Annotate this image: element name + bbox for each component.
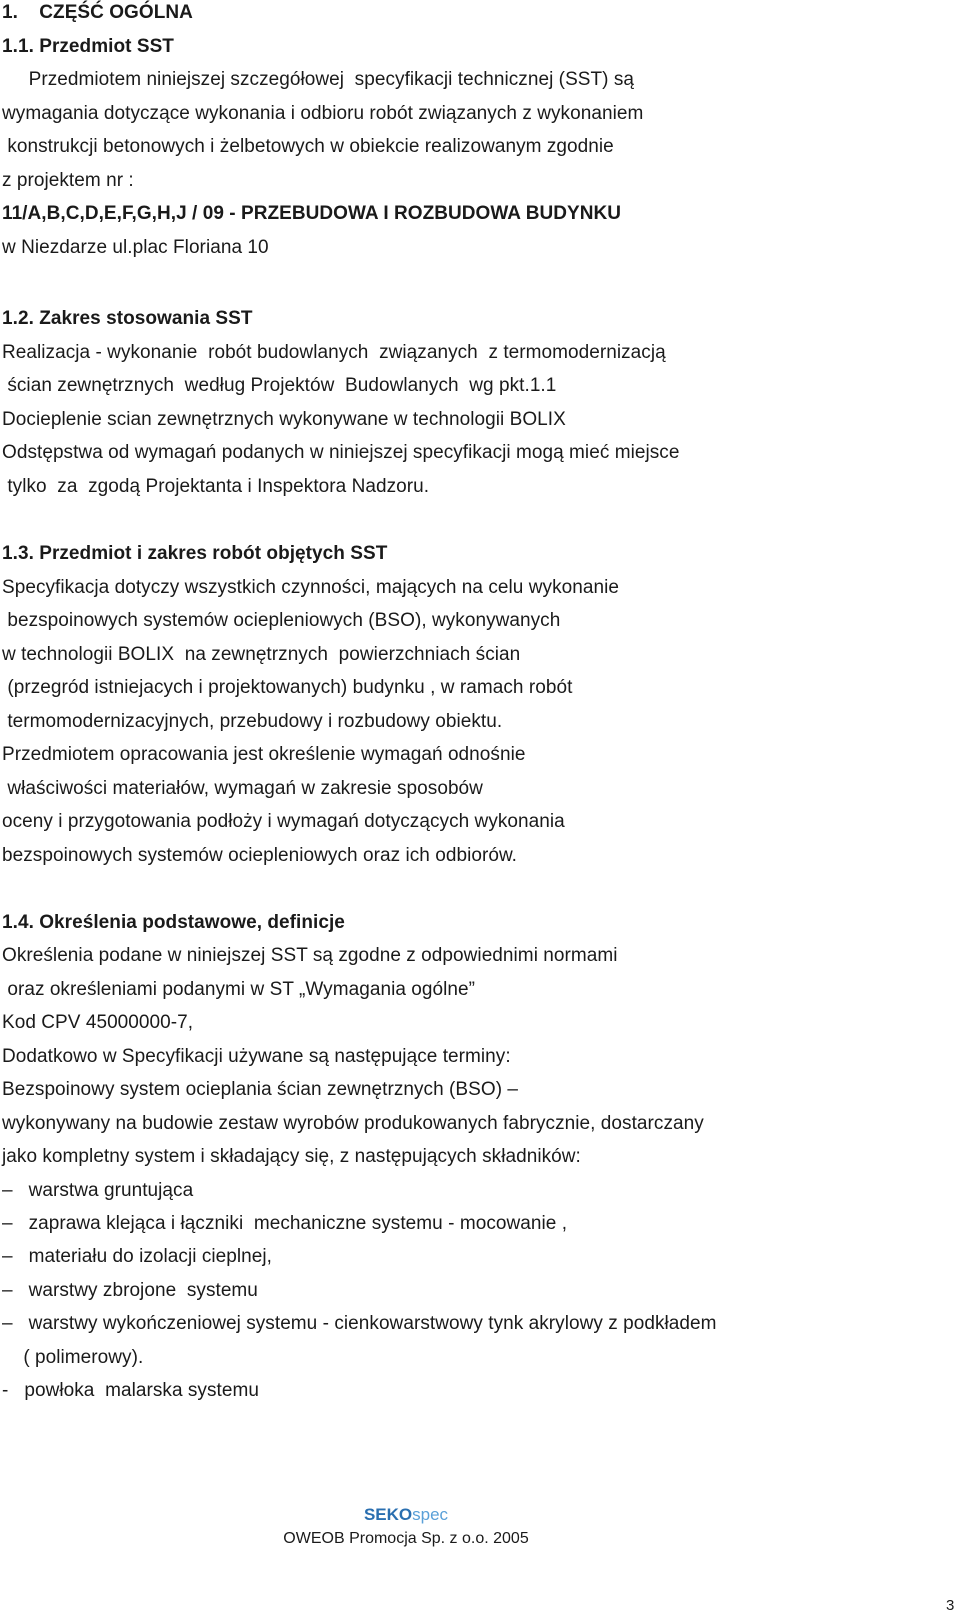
list-item: – warstwy zbrojone systemu — [2, 1280, 258, 1301]
text-line: bezspoinowych systemów ociepleniowych (BSO), wykonywanych — [2, 610, 561, 631]
text-line: w technologii BOLIX na zewnętrznych powierzchniach ścian — [2, 644, 521, 665]
section-heading-1-4: 1.4. Określenia podstawowe, definicje — [2, 912, 345, 933]
list-item: – warstwa gruntująca — [2, 1180, 194, 1201]
text-line: wykonywany na budowie zestaw wyrobów produkowanych fabrycznie, dostarczany — [2, 1113, 704, 1134]
section-heading-1: 1. CZĘŚĆ OGÓLNA — [2, 2, 193, 23]
text-line: Określenia podane w niniejszej SST są zgodne z odpowiednimi normami — [2, 945, 618, 966]
text-line: (przegród istniejacych i projektowanych) budynku , w ramach robót — [2, 677, 573, 698]
text-line: oraz określeniami podanymi w ST „Wymagania ogólne” — [2, 979, 476, 1000]
text-line: Docieplenie scian zewnętrznych wykonywane w technologii BOLIX — [2, 409, 566, 430]
page-number: 3 — [946, 1597, 955, 1614]
footer-brand-logo — [0, 1505, 812, 1525]
text-line: Przedmiotem opracowania jest określenie wymagań odnośnie — [2, 744, 526, 765]
text-line: Kod CPV 45000000-7, — [2, 1012, 194, 1033]
text-line: jako kompletny system i składający się, z następujących składników: — [2, 1146, 581, 1167]
text-line: Dodatkowo w Specyfikacji używane są następujące terminy: — [2, 1046, 511, 1067]
list-item: - powłoka malarska systemu — [2, 1380, 259, 1401]
section-heading-1-2: 1.2. Zakres stosowania SST — [2, 308, 253, 329]
text-line: Bezspoinowy system ocieplania ścian zewnętrznych (BSO) – — [2, 1079, 519, 1100]
text-line: z projektem nr : — [2, 170, 134, 191]
list-item-continuation: ( polimerowy). — [2, 1347, 144, 1368]
text-line: oceny i przygotowania podłoży i wymagań dotyczących wykonania — [2, 811, 565, 832]
brand-logo-part-1: SEKO — [363, 1505, 413, 1524]
text-line: Realizacja - wykonanie robót budowlanych związanych z termomodernizacją — [2, 342, 666, 363]
text-line: ścian zewnętrznych według Projektów Budowlanych wg pkt.1.1 — [2, 375, 557, 396]
text-line: termomodernizacyjnych, przebudowy i rozbudowy obiektu. — [2, 711, 503, 732]
text-line: Przedmiotem niniejszej szczegółowej specyfikacji technicznej (SST) są — [2, 69, 635, 90]
section-heading-1-1: 1.1. Przedmiot SST — [2, 36, 174, 57]
list-item: – materiału do izolacji cieplnej, — [2, 1246, 272, 1267]
text-line: Specyfikacja dotyczy wszystkich czynności, mających na celu wykonanie — [2, 577, 619, 598]
text-line: bezspoinowych systemów ociepleniowych oraz ich odbiorów. — [2, 845, 518, 866]
text-line: w Niezdarze ul.plac Floriana 10 — [2, 237, 269, 258]
list-item: – warstwy wykończeniowej systemu - cienkowarstwowy tynk akrylowy z podkładem — [2, 1313, 717, 1334]
text-line: tylko za zgodą Projektanta i Inspektora Nadzoru. — [2, 476, 430, 497]
brand-logo-part-2: spec — [412, 1505, 449, 1524]
list-item: – zaprawa klejąca i łączniki mechaniczne systemu - mocowanie , — [2, 1213, 568, 1234]
text-line: Odstępstwa od wymagań podanych w niniejszej specyfikacji mogą mieć miejsce — [2, 442, 680, 463]
project-title-line: 11/A,B,C,D,E,F,G,H,J / 09 - PRZEBUDOWA I ROZBUDOWA BUDYNKU — [2, 203, 622, 224]
text-line: konstrukcji betonowych i żelbetowych w obiekcie realizowanym zgodnie — [2, 136, 614, 157]
section-heading-1-3: 1.3. Przedmiot i zakres robót objętych SST — [2, 543, 388, 564]
text-line: właściwości materiałów, wymagań w zakresie sposobów — [2, 778, 483, 799]
text-line: wymagania dotyczące wykonania i odbioru robót związanych z wykonaniem — [2, 103, 644, 124]
footer-company: OWEOB Promocja Sp. z o.o. 2005 — [283, 1530, 529, 1547]
